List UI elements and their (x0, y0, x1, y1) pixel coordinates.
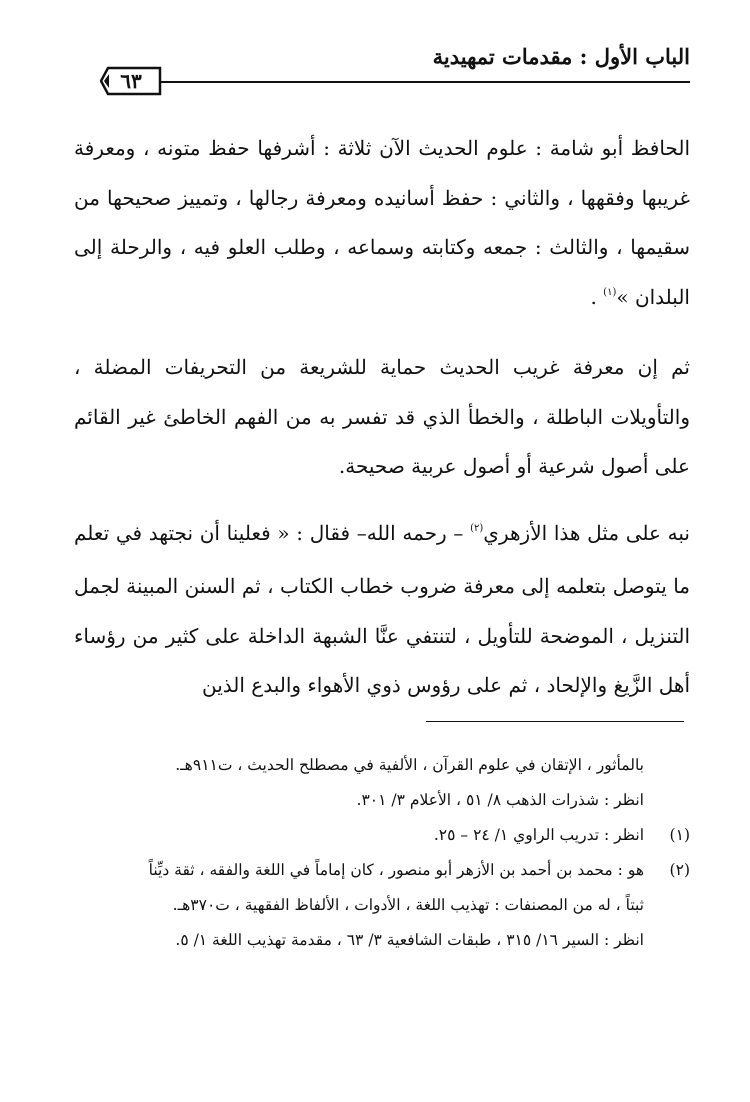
text-line: لجمل التنزيل ، الموضحة للتأويل ، لتنتفي عنَّا الشبهة الداخلة على كثير من (74, 574, 691, 648)
footnote-text-line: ثبتاً ، له من المصنفات : تهذيب اللغة ، الأدوات ، الألفاظ الفقهية ، ت٣٧٠هـ. (172, 896, 644, 914)
paragraph-1 (74, 124, 690, 326)
chapter-title: الباب الأول : مقدمات تمهيدية (432, 44, 690, 69)
footnote-continuation-line: بالمأثور ، الإتقان في علوم القرآن ، الألفية في مصطلح الحديث ، ت٩١١هـ. (175, 756, 644, 774)
paragraph-3 (74, 509, 690, 711)
footnote-number: (٢) (669, 861, 690, 879)
text-line: على أصول شرعية أو أصول عربية صحيحة. (338, 454, 690, 478)
footnote-2 (66, 853, 690, 888)
footnote-separator (426, 721, 684, 722)
text-line: نبه على مثل هذا الأزهري (483, 520, 690, 545)
main-text (74, 124, 690, 711)
footnote-number: (١) (669, 826, 690, 844)
footnote-text: انظر : تدريب الراوي ١/ ٢٤ – ٢٥. (433, 826, 644, 844)
header-rule (160, 81, 690, 83)
footnote-text: هو : محمد بن أحمد بن الأزهر أبو منصور ، كان إماماً في اللغة والفقه ، ثقة ديِّناً (148, 861, 644, 879)
footnote-ref-2: (٢) (470, 522, 484, 534)
footnote-continuation-line: انظر : شذرات الذهب ٨/ ٥١ ، الأعلام ٣/ ٣٠١. (356, 791, 644, 809)
text-line: إلى البلدان » (74, 235, 690, 309)
footnote-1 (66, 818, 690, 853)
page-number: ٦٣ (120, 69, 142, 93)
footnote-text-line: انظر : السير ١٦/ ٣١٥ ، طبقات الشافعية ٣/ ٦٣ ، مقدمة تهذيب اللغة ١/ ٥. (175, 931, 644, 949)
text-line: غريبها وفقهها ، والثاني : حفظ أسانيده ومعرفة رجالها ، وتمييز صحيحها (107, 185, 690, 210)
text-line-end: . (590, 284, 604, 309)
text-line: تعلم ما يتوصل بتعلمه إلى معرفة ضروب خطاب الكتاب ، ثم السنن المبينة (74, 520, 691, 598)
text-line: من سقيمها ، والثالث : جمعه وكتابته وسماعه ، وطلب العلو فيه ، والرحلة (74, 185, 690, 259)
text-line: الحافظ أبو شامة : علوم الحديث الآن ثلاثة : أشرفها حفظ متونه ، ومعرفة (74, 136, 690, 160)
text-line: ثم إن معرفة غريب الحديث حماية للشريعة من التحريفات المضلة ، (74, 355, 690, 379)
footnote-ref-1: (١) (603, 286, 617, 298)
footnotes (66, 748, 690, 958)
text-line: رؤساء أهل الزَّيغ والإلحاد ، ثم على رؤوس ذوي الأهواء والبدع الذين (74, 623, 690, 697)
text-line: والتأويلات الباطلة ، والخطأ الذي قد تفسر به من الفهم الخاطئ غير القائم (74, 404, 690, 429)
page-number-badge (100, 66, 162, 96)
paragraph-2 (74, 343, 690, 492)
text-line: – رحمه الله– فقال : « فعلينا أن نجتهد في (115, 520, 471, 545)
